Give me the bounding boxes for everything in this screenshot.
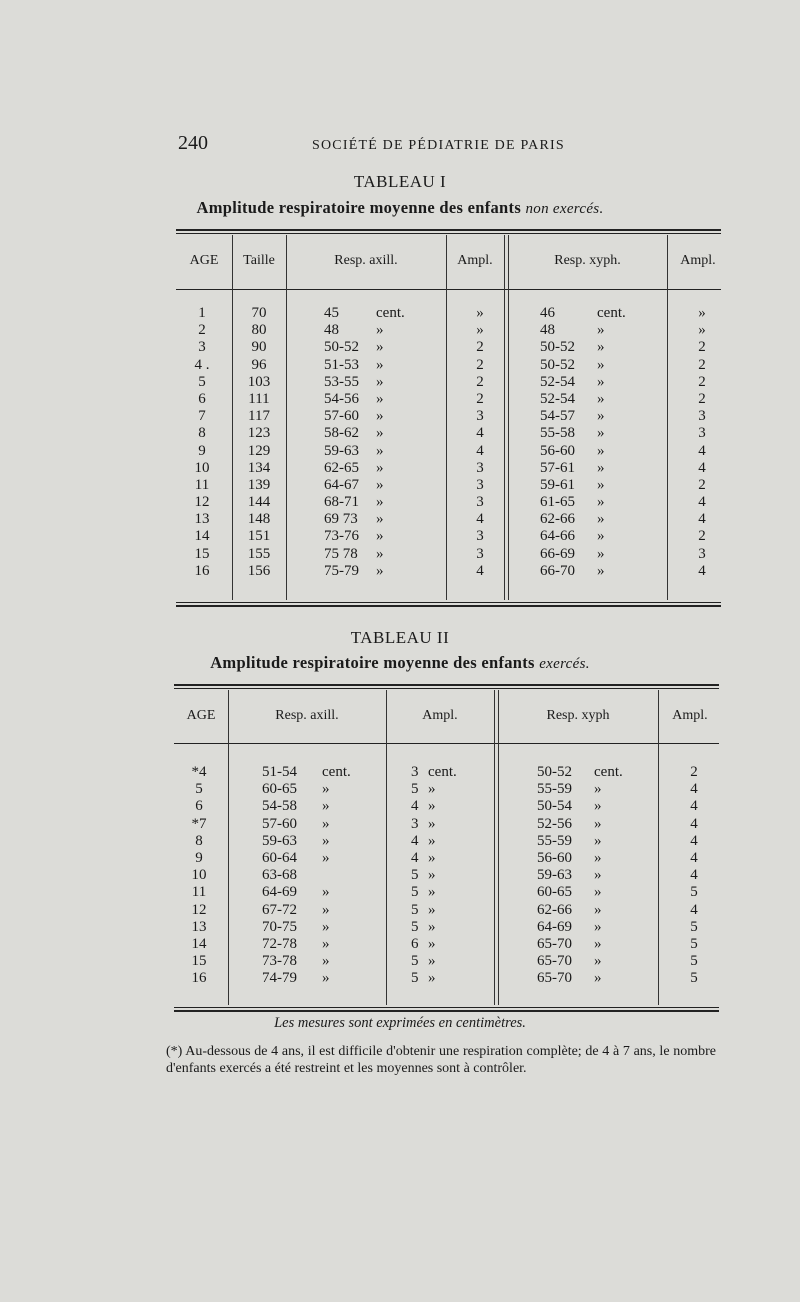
table1-col-xyph-unit-cell: » — [597, 528, 605, 545]
table1-header-ampl: Ampl. — [457, 253, 493, 268]
table1-col-xyph-cell: 50-52 — [540, 356, 575, 373]
table1-col-axill-unit-cell: » — [376, 408, 384, 425]
table1-col-age — [180, 305, 224, 580]
table2-col-xyph-unit-cell: » — [594, 867, 602, 884]
table1-col-ampl-2-cell: 4 — [698, 511, 706, 528]
table1-title: TABLEAU I — [353, 172, 447, 191]
table2-col-ampl-unit-cell: » — [428, 884, 436, 901]
table1-col-xyph-unit-cell: » — [597, 373, 605, 390]
table2-col-ampl-2-cell: 2 — [690, 764, 698, 780]
table1-col-axill-cell: 45 — [324, 305, 339, 321]
table1-col-ampl-2-cell: 4 — [698, 494, 706, 511]
table2-col-ampl-unit-cell: cent. — [428, 764, 457, 780]
table1-col-taille-cell: 139 — [247, 476, 271, 493]
table2-col-ampl-cell: 5 — [411, 953, 419, 970]
table2-col-ampl-2-cell: 4 — [690, 815, 698, 832]
table1-col-taille-cell: 144 — [247, 494, 271, 511]
table2-col-xyph-unit-cell: » — [594, 798, 602, 815]
table1-col-ampl-cell: 4 — [476, 511, 484, 528]
table1-col-xyph-unit-cell: » — [597, 442, 605, 459]
table2-col-xyph-unit-cell: » — [594, 953, 602, 970]
table1-col-taille-cell: 103 — [247, 373, 271, 390]
table1-col-xyph-cell: 66-70 — [540, 562, 575, 579]
table1-col-ampl-2-cell: 2 — [698, 356, 706, 373]
table1-col-taille-cell: 148 — [247, 511, 271, 528]
table2-col-xyph-cell: 55-59 — [537, 781, 572, 798]
table1-col-ampl-cell: 3 — [476, 545, 484, 562]
table1-col-axill — [324, 305, 384, 580]
table2-col-axill-unit-cell: » — [322, 935, 330, 952]
table2-col-axill-cell: 63-68 — [262, 867, 297, 884]
table1-col-age-cell: 11 — [194, 476, 210, 493]
table1-col-axill-unit — [376, 305, 426, 580]
table1-col-axill-cell: 75 78 — [324, 545, 358, 562]
table2-col-ampl-unit-cell: » — [428, 970, 436, 987]
table2-col-axill-cell: 51-54 — [262, 764, 297, 780]
table2-col-ampl-2-cell: 4 — [690, 867, 698, 884]
table2-col-age-cell: 14 — [191, 935, 207, 952]
table2-col-age-cell: *4 — [191, 764, 207, 780]
table1-col-ampl-2-cell: » — [698, 305, 706, 321]
table1-col-xyph-unit-cell: cent. — [597, 305, 626, 321]
table1-col-xyph-unit-cell: » — [597, 356, 605, 373]
table1-col-age-cell: 16 — [194, 562, 210, 579]
table1-subtitle: Amplitude respiratoire moyenne des enfants non exercés. — [196, 198, 604, 217]
table1-col-axill-cell: 53-55 — [324, 373, 359, 390]
table2-col-axill-unit — [322, 764, 372, 987]
table2-header-resp-xyph: Resp. xyph — [546, 708, 610, 723]
table1-col-axill-cell: 51-53 — [324, 356, 359, 373]
table2-col-ampl-cell: 5 — [411, 884, 419, 901]
table1-col-axill-unit-cell: » — [376, 373, 384, 390]
table1-col-ampl-cell: 2 — [476, 339, 484, 356]
table1-col-axill-unit-cell: » — [376, 442, 384, 459]
table2-col-axill-unit-cell: » — [322, 918, 330, 935]
table2-col-axill-unit-cell: » — [322, 815, 330, 832]
table1-col-age-cell: 7 — [198, 408, 206, 425]
table2-col-axill-unit-cell: » — [322, 849, 330, 866]
table1-col-xyph-cell: 46 — [540, 305, 555, 321]
table2-col-ampl-cell: 4 — [411, 798, 419, 815]
table2-col-xyph-cell: 60-65 — [537, 884, 572, 901]
table1-header-taille: Taille — [243, 253, 275, 268]
table1-col-xyph-cell: 61-65 — [540, 494, 575, 511]
table2-col-xyph-unit — [594, 764, 644, 987]
table1-col-ampl-2-cell: 2 — [698, 373, 706, 390]
table1-col-ampl-2-cell: 4 — [698, 442, 706, 459]
table1-col-axill-unit-cell: cent. — [376, 305, 405, 321]
page-number: 240 — [178, 132, 208, 154]
table1-col-ampl-2-cell: 2 — [698, 390, 706, 407]
table1-col-axill-cell: 58-62 — [324, 425, 359, 442]
table1-col-age-cell: 8 — [198, 425, 206, 442]
table1-col-ampl-cell: 3 — [476, 494, 484, 511]
table2-col-ampl-2-cell: 5 — [690, 953, 698, 970]
table2-col-ampl-2-cell: 4 — [690, 832, 698, 849]
table2-col-xyph-unit-cell: » — [594, 849, 602, 866]
table1-col-xyph-unit-cell: » — [597, 494, 605, 511]
footnote: (*) Au-dessous de 4 ans, il est difficile d'obtenir une respiration complète; de 4 à 7 ans, le nombre d'enfants exercés a été restreint et les moyennes sont à contrôler. — [166, 1044, 716, 1076]
table2-col-axill-unit-cell: » — [322, 781, 330, 798]
table2-col-ampl-2-cell: 4 — [690, 798, 698, 815]
table1-header-resp-xyph: Resp. xyph. — [554, 253, 621, 268]
table2-col-xyph-cell: 52-56 — [537, 815, 572, 832]
running-head: SOCIÉTÉ DE PÉDIATRIE DE PARIS — [312, 138, 565, 153]
table1-col-xyph-cell: 55-58 — [540, 425, 575, 442]
table1-col-axill-cell: 75-79 — [324, 562, 359, 579]
table1-col-ampl-2-cell: 2 — [698, 476, 706, 493]
table2-col-xyph-cell: 50-52 — [537, 764, 572, 780]
table1-col-ampl-cell: 4 — [476, 425, 484, 442]
table1-col-taille-cell: 155 — [247, 545, 271, 562]
table1-col-axill-unit-cell: » — [376, 322, 384, 339]
table1-col-ampl-2-cell: 2 — [698, 339, 706, 356]
table2-col-ampl-2-cell: 5 — [690, 935, 698, 952]
table1-col-axill-unit-cell: » — [376, 511, 384, 528]
table2-col-age-cell: 16 — [191, 970, 207, 987]
table2-col-age-cell: 8 — [195, 832, 203, 849]
table1-col-ampl-cell: 3 — [476, 459, 484, 476]
table2-col-xyph-unit-cell: cent. — [594, 764, 623, 780]
table2-col-xyph-unit-cell: » — [594, 901, 602, 918]
table1-col-axill-cell: 48 — [324, 322, 339, 339]
table1-col-xyph-cell: 62-66 — [540, 511, 575, 528]
table2-col-xyph-cell: 55-59 — [537, 832, 572, 849]
table1-col-axill-unit-cell: » — [376, 494, 384, 511]
table2-col-age-cell: 10 — [191, 867, 207, 884]
table1-col-axill-unit-cell: » — [376, 356, 384, 373]
table2-col-xyph — [537, 764, 597, 987]
table2-title: TABLEAU II — [350, 628, 450, 647]
table1-col-axill-cell: 54-56 — [324, 390, 359, 407]
table1-col-taille-cell: 96 — [251, 356, 267, 373]
table1-col-xyph-unit-cell: » — [597, 511, 605, 528]
table2-col-ampl-unit-cell: » — [428, 815, 436, 832]
table2-col-age-cell: *7 — [191, 815, 207, 832]
measurement-note: Les mesures sont exprimées en centimètres. — [274, 1015, 526, 1031]
table2-col-axill-unit-cell: » — [322, 832, 330, 849]
table1-col-xyph-unit-cell: » — [597, 562, 605, 579]
table2-col-ampl-cell: 3 — [411, 764, 419, 780]
table1-col-axill-cell: 57-60 — [324, 408, 359, 425]
table2-col-ampl-2 — [676, 764, 712, 987]
table2-col-xyph-unit-cell: » — [594, 935, 602, 952]
table2-col-xyph-cell: 59-63 — [537, 867, 572, 884]
table1-col-axill-unit-cell: » — [376, 459, 384, 476]
table1-col-xyph-unit-cell: » — [597, 390, 605, 407]
table1-col-taille-cell: 123 — [247, 425, 271, 442]
table1-col-taille-cell: 151 — [247, 528, 271, 545]
table2-header-age: AGE — [186, 708, 216, 723]
table1-col-ampl-2-cell: 3 — [698, 425, 706, 442]
table2-col-xyph-cell: 56-60 — [537, 849, 572, 866]
table2-col-xyph-unit-cell: » — [594, 815, 602, 832]
table2-col-ampl-cell: 4 — [411, 832, 419, 849]
table2-col-ampl-2-cell: 4 — [690, 901, 698, 918]
table2-col-xyph-cell: 65-70 — [537, 970, 572, 987]
table2-col-ampl-cell: 6 — [411, 935, 419, 952]
table2-col-axill-cell: 60-65 — [262, 781, 297, 798]
table1-header-ampl-2: Ampl. — [680, 253, 716, 268]
table1-col-taille-cell: 117 — [248, 408, 270, 425]
table2-col-axill-unit-cell: cent. — [322, 764, 351, 780]
table1-col-axill-cell: 69 73 — [324, 511, 358, 528]
table2-col-axill-unit-cell: » — [322, 901, 330, 918]
table2-col-axill-cell: 59-63 — [262, 832, 297, 849]
table1-col-ampl-2-cell: 2 — [698, 528, 706, 545]
table2-col-ampl-unit-cell: » — [428, 918, 436, 935]
table2-col-xyph-unit-cell: » — [594, 970, 602, 987]
table2-col-axill-unit-cell — [322, 867, 372, 884]
table1-col-xyph-unit-cell: » — [597, 322, 605, 339]
table1-col-xyph-cell: 54-57 — [540, 408, 575, 425]
table1-col-xyph-cell: 52-54 — [540, 373, 575, 390]
table1-col-ampl-cell: 3 — [476, 476, 484, 493]
table2-col-axill-cell: 54-58 — [262, 798, 297, 815]
table1-col-xyph-unit-cell: » — [597, 339, 605, 356]
table2-col-ampl-unit-cell: » — [428, 832, 436, 849]
table1-col-age-cell: 5 — [198, 373, 206, 390]
table1-col-axill-unit-cell: » — [376, 562, 384, 579]
table2-col-ampl-2-cell: 4 — [690, 849, 698, 866]
table1-col-age-cell: 4 . — [194, 356, 210, 373]
table1-col-xyph-unit — [597, 305, 647, 580]
table2-col-axill-cell: 70-75 — [262, 918, 297, 935]
table1-col-taille-cell: 80 — [251, 322, 267, 339]
table1-col-age-cell: 10 — [194, 459, 210, 476]
table2-col-axill-cell: 64-69 — [262, 884, 297, 901]
table2-col-axill-cell: 74-79 — [262, 970, 297, 987]
table1-col-axill-cell: 68-71 — [324, 494, 359, 511]
table1-col-xyph-cell: 59-61 — [540, 476, 575, 493]
table2-col-xyph-cell: 65-70 — [537, 935, 572, 952]
table2-col-age — [176, 764, 222, 987]
table1-col-age-cell: 14 — [194, 528, 210, 545]
table1-col-taille-cell: 70 — [251, 305, 267, 321]
table2-subtitle: Amplitude respiratoire moyenne des enfants exercés. — [210, 653, 590, 672]
table2-col-xyph-unit-cell: » — [594, 918, 602, 935]
table1-col-xyph-cell: 48 — [540, 322, 555, 339]
table2-header-resp-axill: Resp. axill. — [275, 708, 339, 723]
table2-col-ampl-cell: 5 — [411, 781, 419, 798]
table2-col-xyph-unit-cell: » — [594, 884, 602, 901]
table2-header-ampl: Ampl. — [422, 708, 458, 723]
table2-col-age-cell: 5 — [195, 781, 203, 798]
table2-col-xyph-cell: 50-54 — [537, 798, 572, 815]
table1-col-ampl-2-cell: 4 — [698, 562, 706, 579]
table1-col-axill-unit-cell: » — [376, 476, 384, 493]
table1-col-xyph-unit-cell: » — [597, 408, 605, 425]
table1-col-taille-cell: 129 — [247, 442, 271, 459]
table1-col-axill-cell: 50-52 — [324, 339, 359, 356]
table2-col-xyph-cell: 65-70 — [537, 953, 572, 970]
table1-header-age: AGE — [189, 253, 219, 268]
table2-col-ampl-cell: 4 — [411, 849, 419, 866]
table1-col-axill-cell: 62-65 — [324, 459, 359, 476]
table1-col-ampl-cell: » — [476, 322, 484, 339]
table1-col-xyph-cell: 52-54 — [540, 390, 575, 407]
table2-col-axill-unit-cell: » — [322, 798, 330, 815]
table2-col-axill-cell: 67-72 — [262, 901, 297, 918]
table1-col-ampl-2-cell: 4 — [698, 459, 706, 476]
table1-col-ampl-2-cell: 3 — [698, 545, 706, 562]
table1-col-xyph-cell: 57-61 — [540, 459, 575, 476]
table2-col-ampl-2-cell: 5 — [690, 884, 698, 901]
table1-col-xyph-unit-cell: » — [597, 425, 605, 442]
table1-col-axill-unit-cell: » — [376, 339, 384, 356]
table2-col-age-cell: 9 — [195, 849, 203, 866]
table1-col-ampl-2 — [684, 305, 720, 580]
table1-col-axill-cell: 73-76 — [324, 528, 359, 545]
table2-col-xyph-cell: 64-69 — [537, 918, 572, 935]
table1-col-age-cell: 2 — [198, 322, 206, 339]
table1-col-xyph-cell: 56-60 — [540, 442, 575, 459]
table1-col-xyph-cell: 64-66 — [540, 528, 575, 545]
table2-col-axill-cell: 57-60 — [262, 815, 297, 832]
table1-col-ampl-cell: » — [476, 305, 484, 321]
table2-col-ampl-unit-cell: » — [428, 935, 436, 952]
table1-col-ampl-cell: 3 — [476, 528, 484, 545]
table1-header-resp-axill: Resp. axill. — [334, 253, 398, 268]
table2-col-xyph-unit-cell: » — [594, 781, 602, 798]
table2-col-ampl-unit-cell: » — [428, 798, 436, 815]
table1-col-ampl-cell: 3 — [476, 408, 484, 425]
table2-col-age-cell: 13 — [191, 918, 207, 935]
table1-col-taille — [236, 305, 282, 580]
table1-col-age-cell: 6 — [198, 390, 206, 407]
table2-col-axill — [262, 764, 322, 987]
table2-col-axill-unit-cell: » — [322, 970, 330, 987]
table2-col-ampl-cell: 5 — [411, 867, 419, 884]
table2-col-ampl-cell: 5 — [411, 918, 419, 935]
table1-col-ampl-2-cell: » — [698, 322, 706, 339]
table1-col-axill-unit-cell: » — [376, 390, 384, 407]
table2-col-axill-cell: 73-78 — [262, 953, 297, 970]
table2-col-xyph-cell: 62-66 — [537, 901, 572, 918]
table2-col-ampl-2-cell: 5 — [690, 918, 698, 935]
table1-col-ampl-cell: 4 — [476, 562, 484, 579]
table2-col-ampl-2-cell: 5 — [690, 970, 698, 987]
table1-col-axill-unit-cell: » — [376, 545, 384, 562]
table1-col-ampl-2-cell: 3 — [698, 408, 706, 425]
table2-col-axill-unit-cell: » — [322, 953, 330, 970]
table2-col-age-cell: 11 — [191, 884, 207, 901]
table1-col-ampl-cell: 2 — [476, 373, 484, 390]
table2-col-ampl-unit-cell: » — [428, 867, 436, 884]
table2-col-ampl-unit-cell: » — [428, 781, 436, 798]
table1-col-taille-cell: 90 — [251, 339, 267, 356]
table1-col-ampl-cell: 2 — [476, 356, 484, 373]
table1-col-xyph-unit-cell: » — [597, 459, 605, 476]
table2-col-ampl-unit-cell: » — [428, 901, 436, 918]
table1-col-age-cell: 9 — [198, 442, 206, 459]
table2-col-ampl-unit — [428, 764, 478, 987]
table2-col-axill-unit-cell: » — [322, 884, 330, 901]
table2-col-ampl-cell: 5 — [411, 901, 419, 918]
table1-col-ampl — [462, 305, 498, 580]
table2-col-age-cell: 6 — [195, 798, 203, 815]
table2-col-axill-cell: 72-78 — [262, 935, 297, 952]
table1-col-ampl-cell: 2 — [476, 390, 484, 407]
table1-col-taille-cell: 134 — [247, 459, 271, 476]
table1-col-xyph-cell: 66-69 — [540, 545, 575, 562]
table1-col-xyph — [540, 305, 600, 580]
table2-col-ampl-unit-cell: » — [428, 953, 436, 970]
table2-col-xyph-unit-cell: » — [594, 832, 602, 849]
table1-col-xyph-unit-cell: » — [597, 545, 605, 562]
table2-col-ampl-2-cell: 4 — [690, 781, 698, 798]
table2-col-axill-cell: 60-64 — [262, 849, 297, 866]
table2-header-ampl-2: Ampl. — [672, 708, 708, 723]
table1-col-axill-cell: 64-67 — [324, 476, 359, 493]
table1-col-xyph-cell: 50-52 — [540, 339, 575, 356]
table1-col-age-cell: 12 — [194, 494, 210, 511]
table1-col-axill-unit-cell: » — [376, 425, 384, 442]
table1-col-age-cell: 1 — [198, 305, 206, 321]
table2-col-ampl-unit-cell: » — [428, 849, 436, 866]
table1-col-ampl-cell: 4 — [476, 442, 484, 459]
table1-col-axill-unit-cell: » — [376, 528, 384, 545]
table1-col-age-cell: 15 — [194, 545, 210, 562]
table2-col-age-cell: 15 — [191, 953, 207, 970]
table2-col-age-cell: 12 — [191, 901, 207, 918]
table2-col-ampl-cell: 3 — [411, 815, 419, 832]
table1-col-xyph-unit-cell: » — [597, 476, 605, 493]
table1-col-taille-cell: 156 — [247, 562, 271, 579]
table2-col-ampl-cell: 5 — [411, 970, 419, 987]
table1-col-taille-cell: 111 — [248, 390, 270, 407]
table1-col-axill-cell: 59-63 — [324, 442, 359, 459]
table1-col-age-cell: 13 — [194, 511, 210, 528]
table1-col-age-cell: 3 — [198, 339, 206, 356]
